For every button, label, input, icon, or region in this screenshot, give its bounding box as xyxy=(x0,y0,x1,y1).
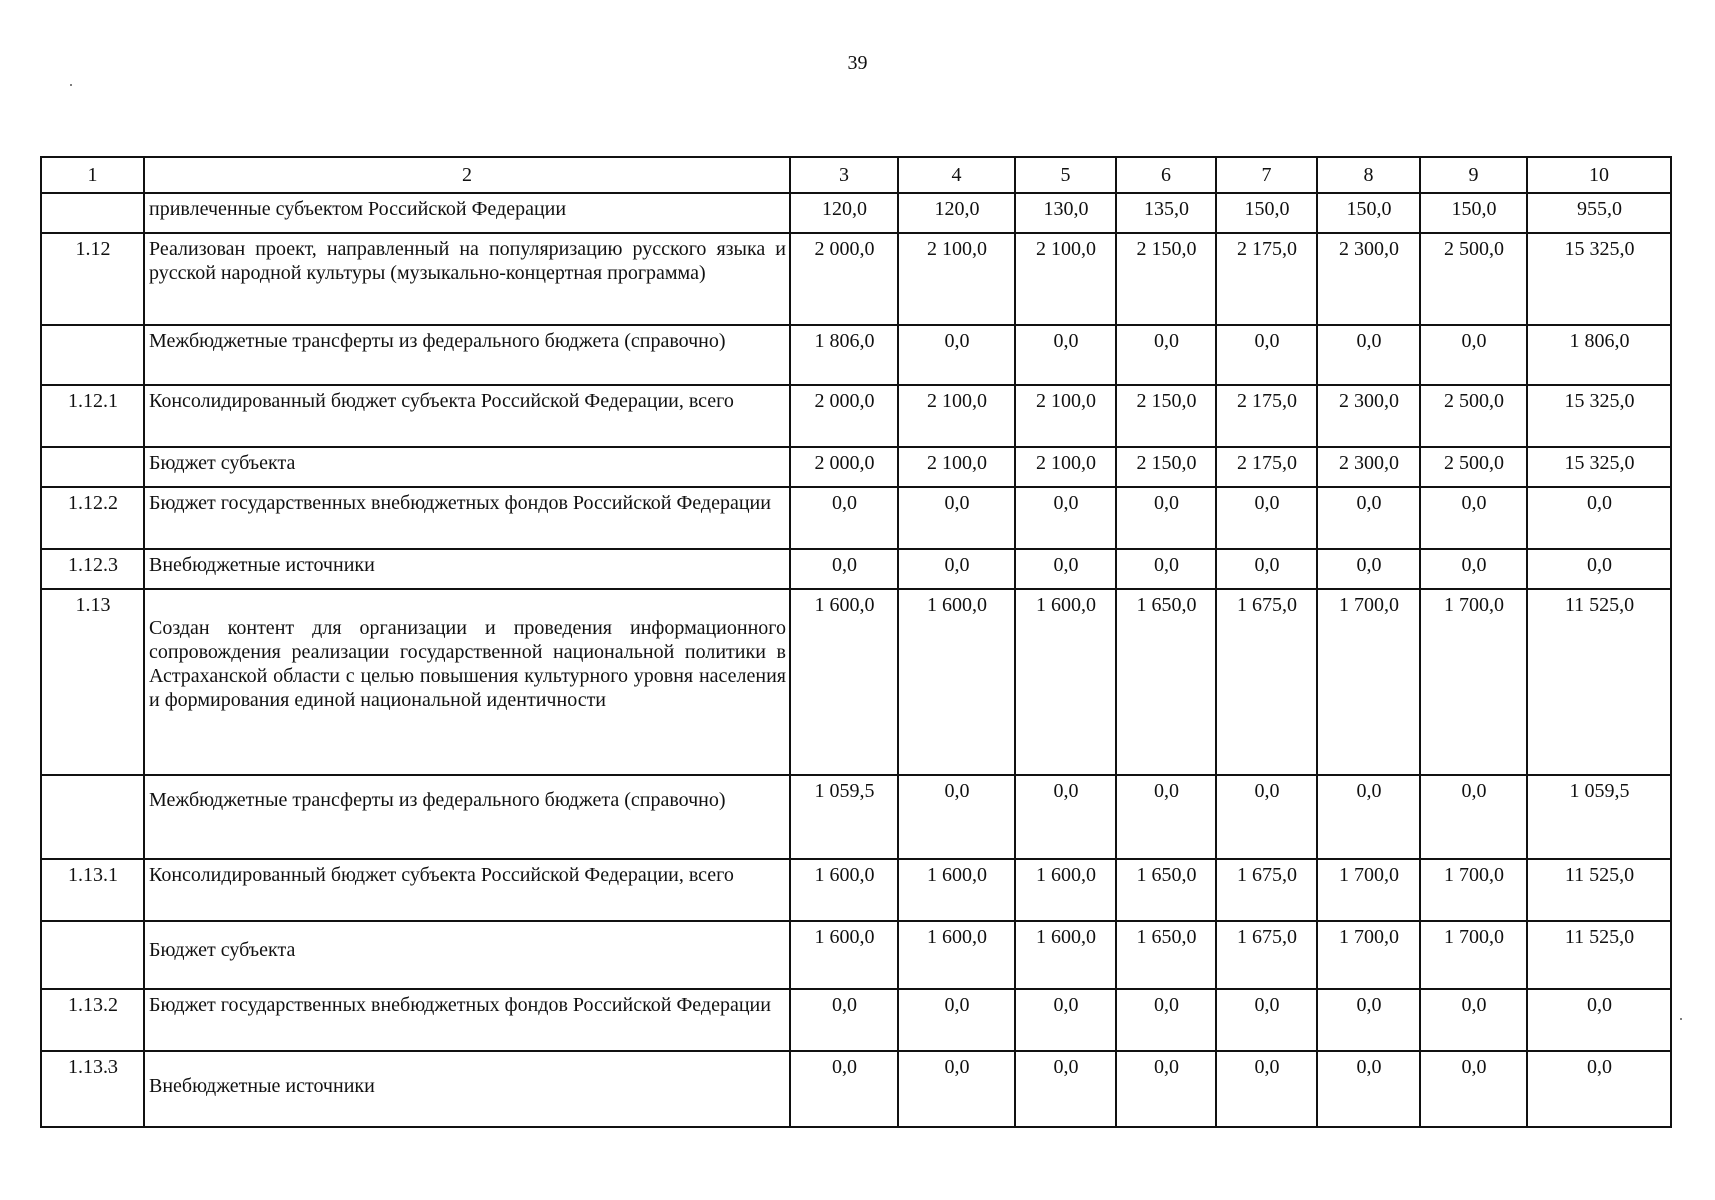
value-cell: 0,0 xyxy=(1420,325,1527,385)
value-cell: 150,0 xyxy=(1317,193,1420,233)
row-description: Бюджет государственных внебюджетных фондов Российской Федерации xyxy=(144,989,790,1051)
value-cell: 0,0 xyxy=(1317,1051,1420,1127)
value-cell: 2 175,0 xyxy=(1216,385,1317,447)
value-cell: 1 675,0 xyxy=(1216,921,1317,989)
value-cell: 1 700,0 xyxy=(1317,921,1420,989)
total-cell: 0,0 xyxy=(1527,1051,1671,1127)
row-code: 1.13 xyxy=(41,589,144,775)
value-cell: 2 150,0 xyxy=(1116,385,1216,447)
value-cell: 1 650,0 xyxy=(1116,589,1216,775)
row-description: привлеченные субъектом Российской Федерации xyxy=(144,193,790,233)
table-row xyxy=(41,487,1671,549)
value-cell: 1 600,0 xyxy=(898,859,1015,921)
row-code xyxy=(41,921,144,989)
table-row xyxy=(41,859,1671,921)
row-code: 1.12 xyxy=(41,233,144,325)
value-cell: 2 100,0 xyxy=(898,233,1015,325)
value-cell: 120,0 xyxy=(898,193,1015,233)
header-cell: 2 xyxy=(144,157,790,193)
header-row xyxy=(41,157,1671,193)
value-cell: 0,0 xyxy=(1116,549,1216,589)
value-cell: 0,0 xyxy=(1216,549,1317,589)
value-cell: 1 600,0 xyxy=(1015,859,1116,921)
value-cell: 2 000,0 xyxy=(790,385,898,447)
value-cell: 2 300,0 xyxy=(1317,385,1420,447)
value-cell: 0,0 xyxy=(1116,989,1216,1051)
value-cell: 1 600,0 xyxy=(898,921,1015,989)
value-cell: 2 000,0 xyxy=(790,447,898,487)
header-cell: 10 xyxy=(1527,157,1671,193)
value-cell: 0,0 xyxy=(790,549,898,589)
value-cell: 0,0 xyxy=(1420,487,1527,549)
row-code xyxy=(41,775,144,859)
header-cell: 1 xyxy=(41,157,144,193)
value-cell: 0,0 xyxy=(1116,487,1216,549)
header-cell: 5 xyxy=(1015,157,1116,193)
table-body xyxy=(41,193,1671,1127)
total-cell: 15 325,0 xyxy=(1527,385,1671,447)
row-code: 1.12.1 xyxy=(41,385,144,447)
header-cell: 7 xyxy=(1216,157,1317,193)
value-cell: 2 000,0 xyxy=(790,233,898,325)
value-cell: 0,0 xyxy=(1317,325,1420,385)
value-cell: 0,0 xyxy=(1317,549,1420,589)
header-cell: 4 xyxy=(898,157,1015,193)
value-cell: 1 700,0 xyxy=(1317,589,1420,775)
value-cell: 0,0 xyxy=(790,487,898,549)
value-cell: 2 100,0 xyxy=(898,447,1015,487)
value-cell: 0,0 xyxy=(898,775,1015,859)
total-cell: 11 525,0 xyxy=(1527,589,1671,775)
value-cell: 0,0 xyxy=(1216,325,1317,385)
row-code: 1.12.3 xyxy=(41,549,144,589)
table-row xyxy=(41,549,1671,589)
row-description: Создан контент для организации и проведения информационного сопровождения реализации государственной национальной политики в Астраханской области с целью повышения культурного уровня населения и формирования единой национальной идентичности xyxy=(144,589,790,775)
table-row xyxy=(41,589,1671,775)
value-cell: 135,0 xyxy=(1116,193,1216,233)
value-cell: 0,0 xyxy=(1116,775,1216,859)
row-description: Консолидированный бюджет субъекта Российской Федерации, всего xyxy=(144,859,790,921)
value-cell: 2 100,0 xyxy=(1015,447,1116,487)
table-header xyxy=(41,157,1671,193)
value-cell: 0,0 xyxy=(898,1051,1015,1127)
row-description: Внебюджетные источники xyxy=(144,1051,790,1127)
value-cell: 0,0 xyxy=(1420,775,1527,859)
table-row xyxy=(41,385,1671,447)
value-cell: 2 300,0 xyxy=(1317,447,1420,487)
value-cell: 1 650,0 xyxy=(1116,921,1216,989)
value-cell: 0,0 xyxy=(1015,487,1116,549)
value-cell: 1 600,0 xyxy=(898,589,1015,775)
value-cell: 2 500,0 xyxy=(1420,385,1527,447)
value-cell: 0,0 xyxy=(1420,1051,1527,1127)
row-description: Реализован проект, направленный на популяризацию русского языка и русской народной культуры (музыкально-концертная программа) xyxy=(144,233,790,325)
row-code: 1.13.3 xyxy=(41,1051,144,1127)
row-code xyxy=(41,193,144,233)
value-cell: 0,0 xyxy=(1216,1051,1317,1127)
table-row xyxy=(41,775,1671,859)
total-cell: 1 059,5 xyxy=(1527,775,1671,859)
table-row xyxy=(41,447,1671,487)
value-cell: 0,0 xyxy=(1420,989,1527,1051)
value-cell: 0,0 xyxy=(1317,775,1420,859)
value-cell: 0,0 xyxy=(898,487,1015,549)
table-row xyxy=(41,989,1671,1051)
scan-speck xyxy=(70,84,72,86)
value-cell: 2 150,0 xyxy=(1116,233,1216,325)
value-cell: 1 600,0 xyxy=(1015,921,1116,989)
total-cell: 955,0 xyxy=(1527,193,1671,233)
value-cell: 1 675,0 xyxy=(1216,859,1317,921)
row-code xyxy=(41,325,144,385)
value-cell: 0,0 xyxy=(1216,487,1317,549)
total-cell: 0,0 xyxy=(1527,989,1671,1051)
value-cell: 1 700,0 xyxy=(1420,859,1527,921)
total-cell: 11 525,0 xyxy=(1527,859,1671,921)
value-cell: 0,0 xyxy=(898,549,1015,589)
value-cell: 1 700,0 xyxy=(1420,589,1527,775)
value-cell: 1 650,0 xyxy=(1116,859,1216,921)
value-cell: 2 100,0 xyxy=(898,385,1015,447)
header-cell: 3 xyxy=(790,157,898,193)
value-cell: 150,0 xyxy=(1216,193,1317,233)
total-cell: 0,0 xyxy=(1527,487,1671,549)
total-cell: 11 525,0 xyxy=(1527,921,1671,989)
header-cell: 8 xyxy=(1317,157,1420,193)
value-cell: 0,0 xyxy=(1015,989,1116,1051)
table-row xyxy=(41,193,1671,233)
value-cell: 2 100,0 xyxy=(1015,233,1116,325)
table-row xyxy=(41,921,1671,989)
value-cell: 150,0 xyxy=(1420,193,1527,233)
budget-table xyxy=(40,156,1672,1128)
table-row xyxy=(41,1051,1671,1127)
total-cell: 15 325,0 xyxy=(1527,447,1671,487)
value-cell: 0,0 xyxy=(1015,549,1116,589)
row-description: Бюджет государственных внебюджетных фондов Российской Федерации xyxy=(144,487,790,549)
value-cell: 0,0 xyxy=(1015,775,1116,859)
value-cell: 0,0 xyxy=(1216,989,1317,1051)
value-cell: 2 175,0 xyxy=(1216,447,1317,487)
value-cell: 0,0 xyxy=(1015,1051,1116,1127)
value-cell: 0,0 xyxy=(1420,549,1527,589)
total-cell: 15 325,0 xyxy=(1527,233,1671,325)
value-cell: 1 600,0 xyxy=(790,859,898,921)
value-cell: 130,0 xyxy=(1015,193,1116,233)
value-cell: 1 600,0 xyxy=(790,921,898,989)
value-cell: 2 175,0 xyxy=(1216,233,1317,325)
row-description: Консолидированный бюджет субъекта Российской Федерации, всего xyxy=(144,385,790,447)
value-cell: 0,0 xyxy=(1015,325,1116,385)
page-number: 39 xyxy=(847,52,868,74)
value-cell: 1 600,0 xyxy=(790,589,898,775)
value-cell: 2 500,0 xyxy=(1420,233,1527,325)
row-code: 1.13.2 xyxy=(41,989,144,1051)
row-code: 1.12.2 xyxy=(41,487,144,549)
value-cell: 0,0 xyxy=(1317,487,1420,549)
value-cell: 120,0 xyxy=(790,193,898,233)
value-cell: 1 675,0 xyxy=(1216,589,1317,775)
value-cell: 1 806,0 xyxy=(790,325,898,385)
value-cell: 0,0 xyxy=(1116,1051,1216,1127)
value-cell: 1 700,0 xyxy=(1317,859,1420,921)
value-cell: 1 600,0 xyxy=(1015,589,1116,775)
value-cell: 2 100,0 xyxy=(1015,385,1116,447)
row-description: Межбюджетные трансферты из федерального бюджета (справочно) xyxy=(144,775,790,859)
header-cell: 9 xyxy=(1420,157,1527,193)
value-cell: 2 150,0 xyxy=(1116,447,1216,487)
header-cell: 6 xyxy=(1116,157,1216,193)
row-description: Межбюджетные трансферты из федерального бюджета (справочно) xyxy=(144,325,790,385)
value-cell: 0,0 xyxy=(1317,989,1420,1051)
row-description: Бюджет субъекта xyxy=(144,447,790,487)
value-cell: 0,0 xyxy=(898,989,1015,1051)
value-cell: 0,0 xyxy=(790,989,898,1051)
total-cell: 1 806,0 xyxy=(1527,325,1671,385)
value-cell: 0,0 xyxy=(790,1051,898,1127)
value-cell: 0,0 xyxy=(1116,325,1216,385)
value-cell: 2 300,0 xyxy=(1317,233,1420,325)
value-cell: 0,0 xyxy=(898,325,1015,385)
value-cell: 1 700,0 xyxy=(1420,921,1527,989)
scan-speck xyxy=(1680,1018,1682,1020)
table-row xyxy=(41,325,1671,385)
value-cell: 2 500,0 xyxy=(1420,447,1527,487)
row-description: Бюджет субъекта xyxy=(144,921,790,989)
table-row xyxy=(41,233,1671,325)
row-code: 1.13.1 xyxy=(41,859,144,921)
row-code xyxy=(41,447,144,487)
value-cell: 0,0 xyxy=(1216,775,1317,859)
total-cell: 0,0 xyxy=(1527,549,1671,589)
row-description: Внебюджетные источники xyxy=(144,549,790,589)
value-cell: 1 059,5 xyxy=(790,775,898,859)
